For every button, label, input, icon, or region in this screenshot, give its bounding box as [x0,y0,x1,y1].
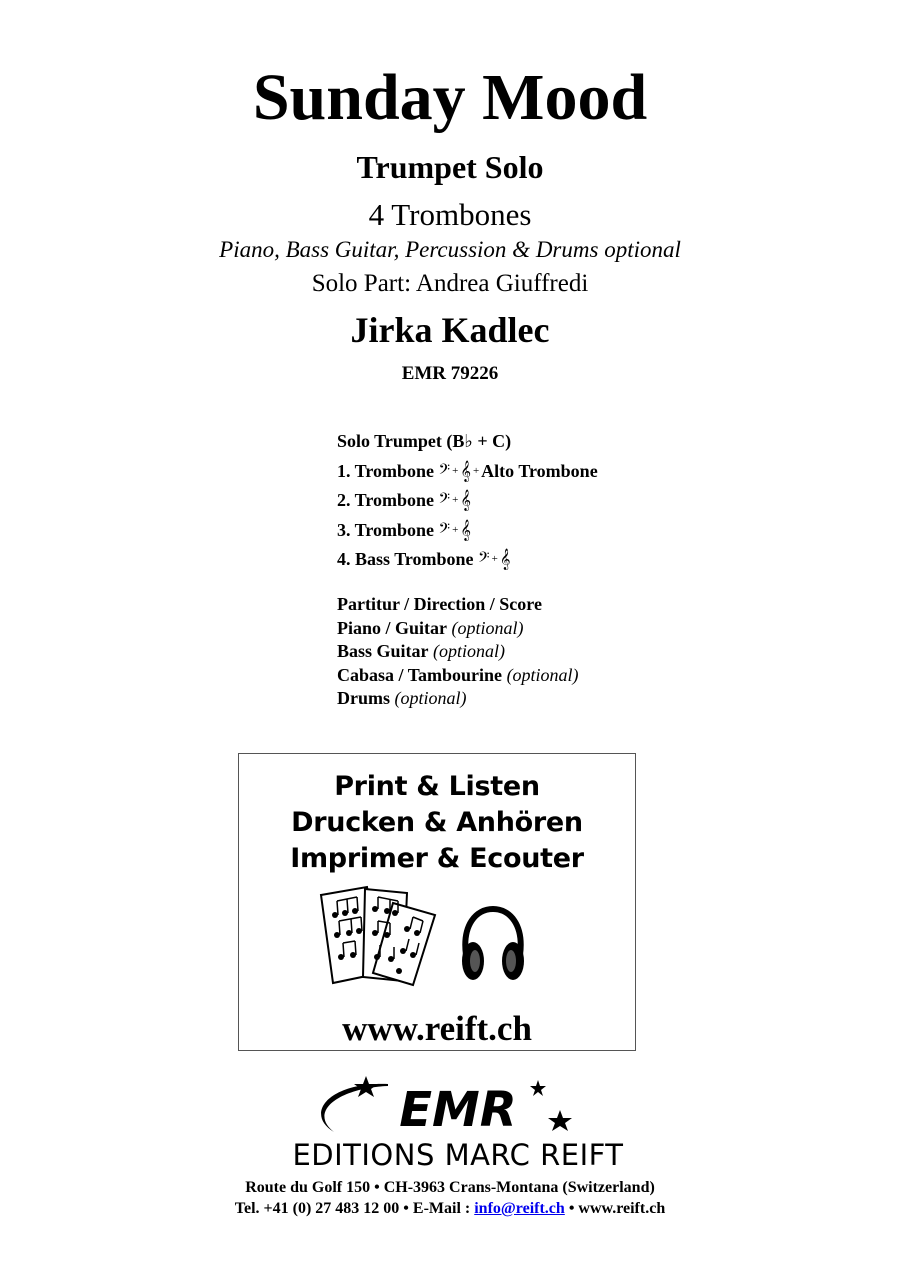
subtitle: Trumpet Solo [356,149,544,185]
part-row [337,545,598,575]
logo-mark: EMR [399,1082,517,1138]
footer-web: • www.reift.ch [568,1200,666,1217]
composer: Jirka Kadlec [350,310,550,350]
title: Sunday Mood [252,61,648,134]
score-item-label: Partitur / Direction / Score [337,594,542,614]
score-item-note: (optional) [433,641,506,662]
score-item-note: (optional) [506,664,579,685]
plus-sign: + [491,553,498,565]
part-row [337,486,598,516]
plus-sign: + [452,464,459,477]
ensemble: 4 Trombones [368,197,532,232]
logo-name: EDITIONS MARC REIFT [292,1138,624,1172]
sheet-music-icon [315,885,439,987]
score-item [337,617,579,641]
treble-clef-icon: 𝄞 [460,519,471,541]
part-suffix: Alto Trombone [481,460,598,481]
score-item [337,593,579,617]
score-item-note: (optional) [394,688,467,709]
catalog-number: EMR 79226 [401,363,499,384]
promo-line-de: Drucken & Anhören [291,807,583,838]
footer-address: Route du Golf 150 • CH-3963 Crans-Montana (Switzerland) [245,1179,655,1196]
bass-clef-icon: 𝄢 [438,490,451,511]
footer-contact [0,1198,900,1220]
score-item-label: Piano / Guitar [337,617,448,638]
score-item-label: Drums [337,688,390,709]
score-item-label: Cabasa / Tambourine [337,664,503,685]
print-listen-box [238,753,636,1051]
emr-logo [238,1072,678,1172]
bass-clef-icon: 𝄢 [438,460,451,482]
score-item [337,664,579,688]
part-name: 1. Trombone [337,460,435,481]
optional-instruments: Piano, Bass Guitar, Percussion & Drums optional [219,237,681,262]
score-item [337,687,579,711]
plus-sign: + [452,494,459,506]
part-name: 3. Trombone [337,519,435,540]
plus-sign: + [452,523,459,536]
treble-clef-icon: 𝄞 [460,490,471,511]
score-item [337,640,579,664]
bass-clef-icon: 𝄢 [438,519,451,541]
plus-sign: + [472,464,480,477]
part-row [337,457,598,487]
score-list [337,593,579,711]
parts-list [337,427,598,575]
part-row [337,516,598,546]
part-name: Solo Trumpet (B♭ + C) [337,431,512,451]
treble-clef-icon: 𝄞 [499,549,511,570]
solo-part: Solo Part: Andrea Giuffredi [311,270,589,297]
promo-website: www.reift.ch [342,1009,532,1048]
bass-clef-icon: 𝄢 [478,549,490,570]
promo-line-en: Print & Listen [334,771,540,802]
treble-clef-icon: 𝄞 [460,460,471,482]
part-row [337,427,598,457]
score-item-note: (optional) [451,617,524,638]
part-name: 4. Bass Trombone [337,549,474,569]
part-name: 2. Trombone [337,490,435,510]
email-link[interactable]: info@reift.ch [474,1200,565,1217]
promo-line-fr: Imprimer & Ecouter [290,843,584,874]
score-item-label: Bass Guitar [337,641,429,662]
footer-phone: Tel. +41 (0) 27 483 12 00 • E-Mail : [234,1200,471,1217]
headphones-icon [458,905,528,985]
